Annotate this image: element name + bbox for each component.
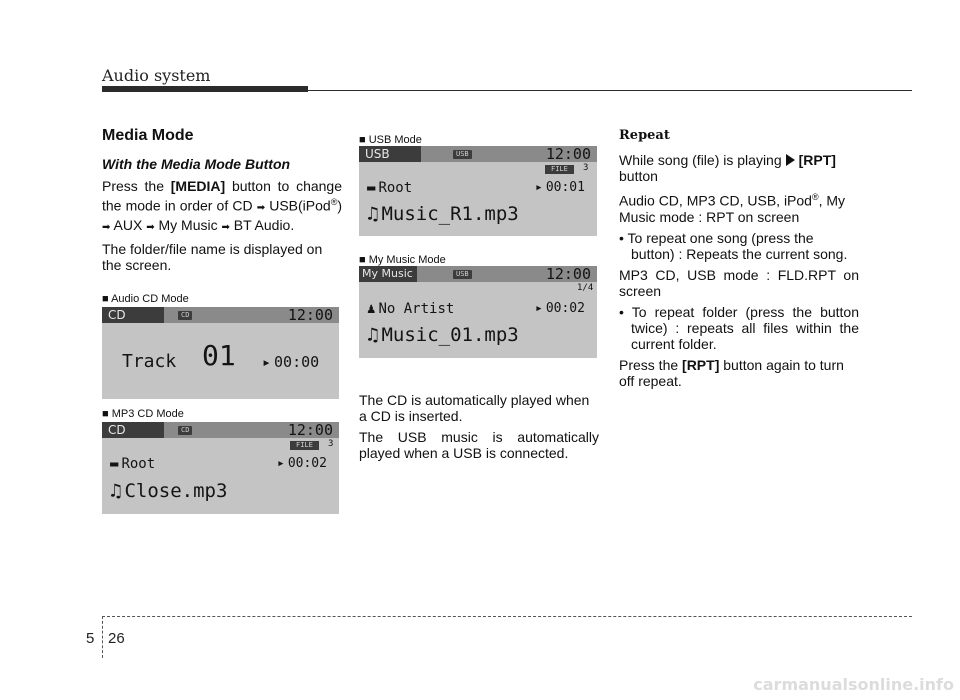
bullet-repeat-folder: • To repeat folder (press the button twice) : repeats all files within the current folder.: [619, 303, 859, 352]
rpt-button-label: [RPT]: [798, 152, 836, 168]
lcd-play-time: ▸ 00:02: [535, 301, 585, 316]
lcd-mode-label: CD: [102, 422, 164, 438]
play-icon: ▸: [535, 180, 543, 195]
lcd-source-badge: CD: [178, 311, 192, 320]
lcd-mode-label: My Music: [359, 266, 417, 282]
header-bar: [102, 86, 308, 92]
heading-media-mode: Media Mode: [102, 127, 194, 144]
lcd-audio-cd: [102, 307, 339, 399]
lcd-source-badge: USB: [453, 270, 472, 279]
person-icon: ♟: [367, 301, 376, 317]
paragraph-cd-autoplay: The CD is automatically played when a CD is inserted.: [359, 392, 590, 424]
column-media-mode: [102, 128, 342, 278]
bullet-repeat-song: • To repeat one song (press the button) : Repeats the current song.: [619, 229, 848, 262]
caption-my-music: ■ My Music Mode: [359, 254, 446, 266]
lcd-file-name: ♫ Close.mp3: [110, 480, 228, 502]
lcd-clock: 12:00: [545, 266, 591, 283]
footer-divider: [102, 616, 103, 658]
music-note-icon: ♫: [367, 324, 379, 346]
column-autoplay: [359, 392, 599, 466]
music-note-icon: ♫: [367, 203, 379, 225]
arrow-icon: ➡: [256, 202, 266, 214]
lcd-my-music: [359, 266, 597, 358]
lcd-file-badge: FILE: [545, 165, 574, 174]
play-icon: ▸: [262, 353, 272, 371]
lcd-clock: 12:00: [287, 307, 333, 324]
lcd-folder-name: ▬ Root: [110, 456, 156, 472]
folder-icon: ▬: [367, 180, 376, 196]
lcd-file-name: ♫ Music_R1.mp3: [367, 203, 519, 225]
lcd-source-badge: USB: [453, 150, 472, 159]
subheading-media-button: With the Media Mode Button: [102, 156, 291, 172]
lcd-usb: [359, 146, 597, 236]
caption-mp3-cd: ■ MP3 CD Mode: [102, 408, 184, 420]
lcd-mode-label: CD: [102, 307, 164, 323]
folder-icon: ▬: [110, 456, 119, 472]
lcd-clock: 12:00: [545, 146, 591, 163]
lcd-track-number: 01: [202, 339, 236, 372]
paragraph-rpt-button: While song (file) is playing [RPT] button: [619, 152, 836, 184]
lcd-track-label: Track: [122, 351, 177, 372]
play-icon: ▸: [277, 456, 285, 471]
media-button-label: [MEDIA]: [170, 178, 226, 194]
column-repeat: [619, 128, 859, 394]
lcd-play-time: ▸ 00:02: [277, 456, 327, 471]
paragraph-usb-autoplay: The USB music is automatically played when a USB is connected.: [359, 429, 599, 461]
caption-usb: ■ USB Mode: [359, 134, 422, 146]
lcd-mp3-cd: [102, 422, 339, 514]
paragraph-rpt-off: Press the [RPT] button again to turn off repeat.: [619, 356, 844, 389]
paragraph-mode-order: Press the [MEDIA] button to change the mode in order of CD ➡ USB(iPod®) ➡ AUX ➡ My Music ➡ BT Audio.: [102, 178, 342, 233]
lcd-mode-label: USB: [359, 146, 421, 162]
play-icon: [786, 154, 795, 166]
lcd-file-number: 3: [328, 439, 334, 449]
lcd-play-time: ▸ 00:00: [262, 353, 320, 371]
play-icon: ▸: [535, 301, 543, 316]
watermark: carmanualsonline.info: [753, 675, 954, 694]
paragraph-folder-display: The folder/file name is displayed on the screen.: [102, 240, 323, 273]
rpt-button-label: [RPT]: [682, 356, 720, 373]
lcd-source-badge: CD: [178, 426, 192, 435]
chapter-number: 5: [86, 630, 95, 647]
lcd-folder-name: ▬ Root: [367, 180, 413, 196]
heading-repeat: Repeat: [619, 128, 670, 143]
arrow-icon: ➡: [221, 221, 230, 233]
lcd-file-number: 3: [583, 163, 589, 173]
paragraph-fld-rpt: MP3 CD, USB mode : FLD.RPT on screen: [619, 266, 859, 299]
paragraph-rpt-on-screen: Audio CD, MP3 CD, USB, iPod®, My Music mode : RPT on screen: [619, 192, 846, 225]
arrow-icon: ➡: [102, 221, 111, 233]
lcd-file-number: 1/4: [577, 283, 594, 293]
page-number: 26: [108, 630, 125, 647]
lcd-clock: 12:00: [287, 422, 333, 439]
lcd-artist-name: ♟ No Artist: [367, 301, 455, 317]
caption-audio-cd: ■ Audio CD Mode: [102, 293, 189, 305]
music-note-icon: ♫: [110, 480, 122, 502]
header-rule: [308, 90, 912, 91]
section-title: Audio system: [102, 66, 211, 85]
footer-rule: [102, 616, 912, 617]
lcd-file-badge: FILE: [290, 441, 319, 450]
lcd-file-name: ♫ Music_01.mp3: [367, 324, 519, 346]
arrow-icon: ➡: [146, 221, 155, 233]
lcd-play-time: ▸ 00:01: [535, 180, 585, 195]
